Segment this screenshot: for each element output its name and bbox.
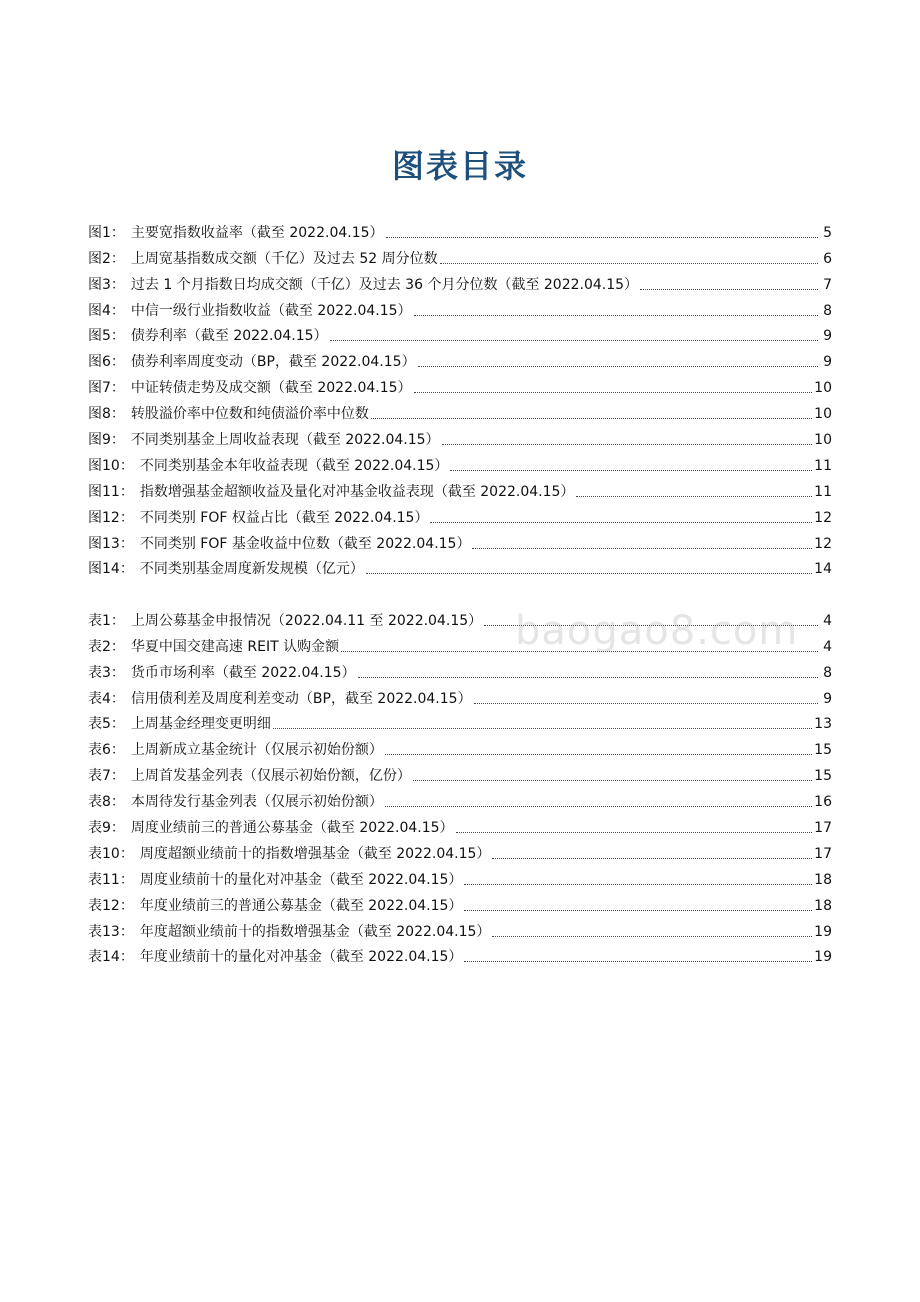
dot-leader [492,857,812,859]
table-entry[interactable] [88,837,832,863]
table-page-number: 4 [823,638,832,655]
figure-title: 指数增强基金超额收益及量化对冲基金收益表现（截至 2022.04.15） [139,483,575,500]
figure-entry[interactable] [88,475,832,501]
table-title: 华夏中国交建高速 REIT 认购金额 [130,638,340,655]
figure-title: 不同类别 FOF 基金收益中位数（截至 2022.04.15） [139,535,471,552]
table-entry[interactable] [88,811,832,837]
table-title: 周度超额业绩前十的指数增强基金（截至 2022.04.15） [139,845,491,862]
table-title: 上周新成立基金统计（仅展示初始份额） [130,742,383,759]
table-label: 表7： [88,768,125,785]
table-title: 上周首发基金列表（仅展示初始份额，亿份） [130,768,411,785]
table-title: 周度业绩前三的普通公募基金（截至 2022.04.15） [130,820,454,837]
dot-leader [418,365,818,367]
figure-title: 转股溢价率中位数和纯债溢价率中位数 [130,406,369,423]
table-page-number: 13 [814,716,832,733]
table-entry[interactable] [88,656,832,682]
figure-label: 图3： [88,276,125,293]
table-label: 表13： [88,923,134,940]
figure-page-number: 7 [823,276,832,293]
dot-leader [385,753,812,755]
figure-page-number: 12 [814,535,832,552]
figure-label: 图4： [88,302,125,319]
table-label: 表4： [88,690,125,707]
table-title: 年度超额业绩前十的指数增强基金（截至 2022.04.15） [139,923,491,940]
figure-label: 图8： [88,406,125,423]
table-page-number: 19 [814,949,832,966]
dot-leader [414,391,813,393]
figure-entry[interactable] [88,320,832,346]
dot-leader [450,469,812,471]
table-entry[interactable] [88,785,832,811]
figure-entry[interactable] [88,553,832,579]
figure-title: 中信一级行业指数收益（截至 2022.04.15） [130,302,412,319]
dot-leader [341,650,818,652]
dot-leader [492,935,812,937]
table-page-number: 15 [814,742,832,759]
figure-entry[interactable] [88,449,832,475]
dot-leader [576,495,812,497]
dot-leader [472,547,812,549]
figure-page-number: 9 [823,328,832,345]
table-entry[interactable] [88,863,832,889]
figure-label: 图5： [88,328,125,345]
figure-title: 中证转债走势及成交额（截至 2022.04.15） [130,380,412,397]
table-title: 上周公募基金申报情况（2022.04.11 至 2022.04.15） [130,612,483,629]
figure-title: 上周宽基指数成交额（千亿）及过去 52 周分位数 [130,250,438,267]
dot-leader [442,443,813,445]
dot-leader [640,288,818,290]
dot-leader [358,676,818,678]
figure-entry[interactable] [88,397,832,423]
figure-page-number: 5 [823,224,832,241]
dot-leader [464,960,812,962]
table-title: 货币市场利率（截至 2022.04.15） [130,664,356,681]
figure-title: 过去 1 个月指数日均成交额（千亿）及过去 36 个月分位数（截至 2022.04.15） [130,276,639,293]
figure-entry[interactable] [88,423,832,449]
figure-page-number: 10 [814,380,832,397]
table-entry[interactable] [88,708,832,734]
figure-entry[interactable] [88,371,832,397]
watermark: baogao8.com [515,608,799,654]
dot-leader [484,624,818,626]
table-label: 表14： [88,949,134,966]
table-entry[interactable] [88,682,832,708]
table-page-number: 15 [814,768,832,785]
table-label: 表2： [88,638,125,655]
table-entry[interactable] [88,604,832,630]
dot-leader [330,339,818,341]
figure-title: 不同类别基金周度新发规模（亿元） [139,561,364,578]
figure-entry[interactable] [88,345,832,371]
figure-label: 图14： [88,561,134,578]
figure-label: 图12： [88,509,134,526]
table-page-number: 8 [823,664,832,681]
table-page-number: 9 [823,690,832,707]
table-label: 表5： [88,716,125,733]
table-entry[interactable] [88,759,832,785]
dot-leader [464,883,812,885]
table-page-number: 4 [823,612,832,629]
figure-label: 图13： [88,535,134,552]
dot-leader [273,727,812,729]
table-page-number: 18 [814,897,832,914]
table-entry[interactable] [88,889,832,915]
figure-title: 不同类别 FOF 权益占比（截至 2022.04.15） [139,509,429,526]
table-page-number: 16 [814,794,832,811]
figure-page-number: 9 [823,354,832,371]
dot-leader [366,572,812,574]
figure-entry[interactable] [88,501,832,527]
table-label: 表12： [88,897,134,914]
table-page-number: 17 [814,820,832,837]
dot-leader [440,262,818,264]
figure-title: 不同类别基金上周收益表现（截至 2022.04.15） [130,432,440,449]
figure-page-number: 12 [814,509,832,526]
table-label: 表6： [88,742,125,759]
table-title: 上周基金经理变更明细 [130,716,271,733]
figure-page-number: 10 [814,432,832,449]
figure-entry[interactable] [88,527,832,553]
table-entry[interactable] [88,941,832,967]
table-label: 表11： [88,871,134,888]
table-label: 表3： [88,664,125,681]
figure-title: 债券利率（截至 2022.04.15） [130,328,328,345]
figure-page-number: 10 [814,406,832,423]
dot-leader [474,702,818,704]
figure-label: 图1： [88,224,125,241]
figure-entry[interactable] [88,216,832,242]
figure-entry[interactable] [88,242,832,268]
table-list [88,604,832,966]
table-page-number: 18 [814,871,832,888]
table-label: 表10： [88,845,134,862]
dot-leader [371,417,812,419]
figure-page-number: 14 [814,561,832,578]
table-page-number: 19 [814,923,832,940]
figure-page-number: 6 [823,250,832,267]
table-title: 年度业绩前三的普通公募基金（截至 2022.04.15） [139,897,463,914]
dot-leader [464,909,812,911]
figure-label: 图7： [88,380,125,397]
dot-leader [430,521,812,523]
table-title: 本周待发行基金列表（仅展示初始份额） [130,794,383,811]
figure-title: 债券利率周度变动（BP，截至 2022.04.15） [130,354,416,371]
dot-leader [456,831,813,833]
table-entry[interactable] [88,630,832,656]
figure-title: 主要宽指数收益率（截至 2022.04.15） [130,224,384,241]
figure-list [88,216,832,578]
dot-leader [386,236,818,238]
figure-entry[interactable] [88,268,832,294]
figure-page-number: 11 [814,457,832,474]
figure-page-number: 8 [823,302,832,319]
table-entry[interactable] [88,915,832,941]
table-label: 表1： [88,612,125,629]
figure-label: 图6： [88,354,125,371]
table-label: 表8： [88,794,125,811]
figure-entry[interactable] [88,294,832,320]
table-title: 周度业绩前十的量化对冲基金（截至 2022.04.15） [139,871,463,888]
table-title: 信用债利差及周度利差变动（BP，截至 2022.04.15） [130,690,472,707]
dot-leader [413,779,812,781]
figure-label: 图10： [88,457,134,474]
figure-title: 不同类别基金本年收益表现（截至 2022.04.15） [139,457,449,474]
table-entry[interactable] [88,733,832,759]
table-label: 表9： [88,820,125,837]
figure-page-number: 11 [814,483,832,500]
page-title: 图表目录 [391,147,528,185]
figure-label: 图11： [88,483,134,500]
dot-leader [385,805,812,807]
figure-label: 图9： [88,432,125,449]
table-title: 年度业绩前十的量化对冲基金（截至 2022.04.15） [139,949,463,966]
figure-label: 图2： [88,250,125,267]
dot-leader [414,314,818,316]
table-page-number: 17 [814,845,832,862]
